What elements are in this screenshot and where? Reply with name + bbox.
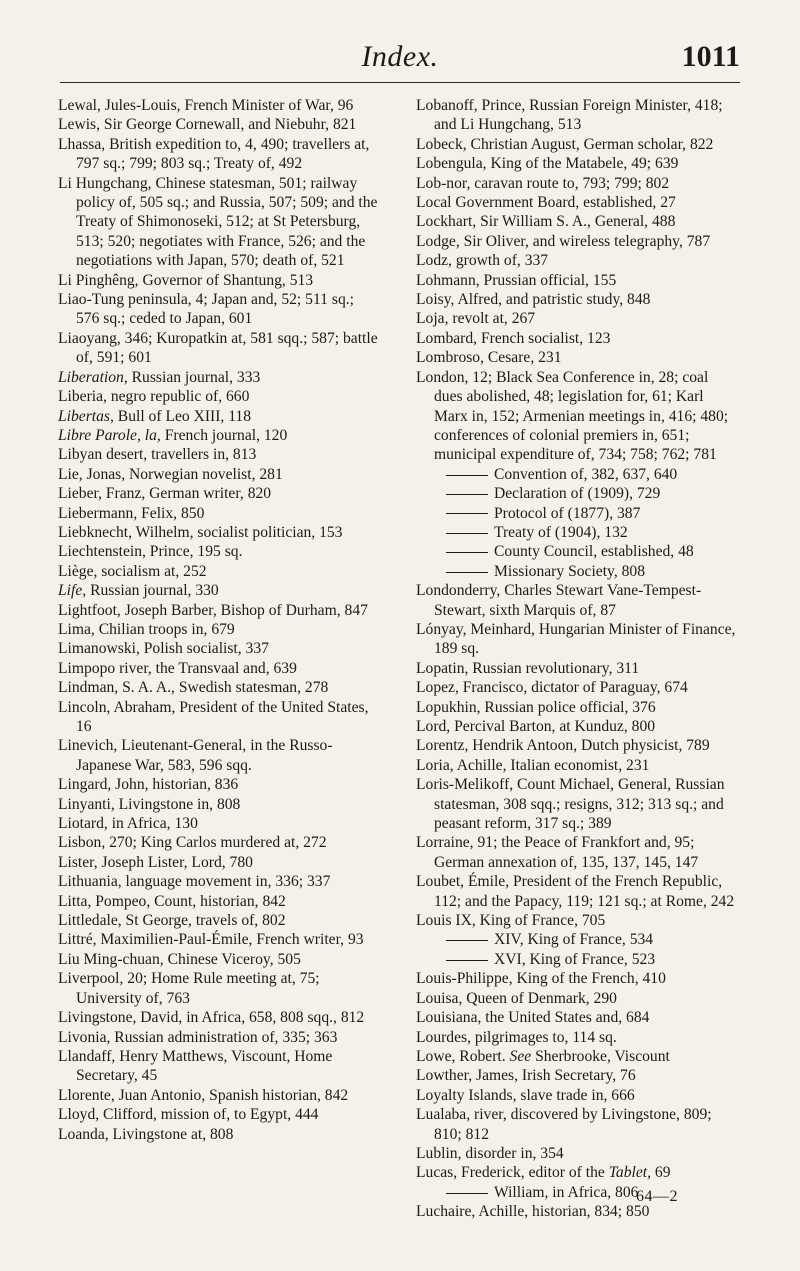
index-entry <box>58 562 380 581</box>
index-entry <box>58 135 380 174</box>
entry-text: Lucas, Frederick, editor of the <box>416 1164 609 1182</box>
index-entry <box>58 892 380 911</box>
entry-text: Lobeck, Christian August, German scholar, 822 <box>416 135 714 153</box>
index-subentry <box>416 950 738 969</box>
entry-text: Liebermann, Felix, 850 <box>58 504 205 522</box>
entry-tail: 69 <box>651 1164 671 1182</box>
entry-text: Lingard, John, historian, 836 <box>58 776 239 794</box>
entry-text: Li Hungchang, Chinese statesman, 501; railway policy of, 505 sq.; and Russia, 507; 509; and the Treaty of Shimonoseki, 512; at St Petersburg, 513; 520; negotiates with France, 526; and the negotiations with Japan, 570; death of, 521 <box>58 174 378 270</box>
entry-text: Lualaba, river, discovered by Livingstone, 809; 810; 812 <box>416 1106 712 1143</box>
entry-text: Lorentz, Hendrik Antoon, Dutch physicist, 789 <box>416 737 710 755</box>
index-entry <box>58 368 380 387</box>
entry-text: Lombard, French socialist, 123 <box>416 329 611 347</box>
entry-text: Liao-Tung peninsula, 4; Japan and, 52; 511 sq.; 576 sq.; ceded to Japan, 601 <box>58 291 354 328</box>
index-entry <box>416 348 738 367</box>
entry-text: Lohmann, Prussian official, 155 <box>416 271 617 289</box>
index-entry <box>58 290 380 329</box>
entry-text: Lowther, James, Irish Secretary, 76 <box>416 1067 636 1085</box>
entry-text: Lima, Chilian troops in, 679 <box>58 620 235 638</box>
index-entry <box>58 445 380 464</box>
index-entry <box>416 1047 738 1066</box>
entry-text: Lincoln, Abraham, President of the United States, 16 <box>58 698 369 735</box>
entry-text: Luchaire, Achille, historian, 834; 850 <box>416 1203 650 1221</box>
entry-text: Missionary Society, 808 <box>494 562 646 580</box>
index-entry <box>58 271 380 290</box>
signature-mark: 64—2 <box>636 1188 678 1205</box>
ditto-dash <box>446 940 488 941</box>
index-entry <box>58 833 380 852</box>
index-entry <box>416 698 738 717</box>
index-entry <box>58 639 380 658</box>
index-entry <box>58 523 380 542</box>
entry-text: Lightfoot, Joseph Barber, Bishop of Durham, 847 <box>58 601 368 619</box>
index-entry <box>416 911 738 930</box>
entry-text: Lob-nor, caravan route to, 793; 799; 802 <box>416 174 670 192</box>
entry-text: Louisiana, the United States and, 684 <box>416 1009 650 1027</box>
index-entry <box>416 736 738 755</box>
index-entry <box>58 1008 380 1027</box>
index-entry <box>416 872 738 911</box>
index-entry <box>416 989 738 1008</box>
entry-text: Loris-Melikoff, Count Michael, General, Russian statesman, 308 sqq.; resigns, 312; 313 sq.; and peasant reform, 317 sq.; 389 <box>416 776 725 833</box>
index-entry <box>58 911 380 930</box>
entry-text: Londonderry, Charles Stewart Vane-Tempest-Stewart, sixth Marquis of, 87 <box>416 582 702 619</box>
index-entry <box>58 795 380 814</box>
index-entry <box>416 678 738 697</box>
left-column <box>58 96 380 1144</box>
index-entry <box>58 678 380 697</box>
entry-text: Liechtenstein, Prince, 195 sq. <box>58 543 243 561</box>
entry-text: Liverpool, 20; Home Rule meeting at, 75; University of, 763 <box>58 970 320 1007</box>
entry-text: Russian journal, 333 <box>127 368 261 386</box>
entry-text: Treaty of (1904), 132 <box>494 523 628 541</box>
entry-text: Lodge, Sir Oliver, and wireless telegraphy, 787 <box>416 232 711 250</box>
entry-italic: Tablet, <box>608 1164 652 1182</box>
entry-heading: Libre Parole, la, <box>58 426 161 444</box>
index-entry <box>416 620 738 659</box>
entry-text: Lhassa, British expedition to, 4, 490; travellers at, 797 sq.; 799; 803 sq.; Treaty of, 492 <box>58 135 370 173</box>
index-entry <box>58 1047 380 1086</box>
ditto-dash <box>446 533 488 534</box>
entry-italic: See <box>509 1047 532 1065</box>
index-entry <box>416 1086 738 1105</box>
index-entry <box>416 1163 738 1182</box>
index-entry <box>416 251 738 270</box>
entry-text: Lieber, Franz, German writer, 820 <box>58 485 272 503</box>
index-entry <box>58 329 380 368</box>
entry-text: XIV, King of France, 534 <box>494 931 654 949</box>
entry-text: Li Pinghêng, Governor of Shantung, 513 <box>58 271 314 289</box>
entry-heading: Life, <box>58 582 87 600</box>
entry-text: Libyan desert, travellers in, 813 <box>58 446 257 464</box>
entry-text: Bull of Leo XIII, 118 <box>113 407 252 425</box>
index-entry <box>58 814 380 833</box>
entry-text: William, in Africa, 806 <box>494 1183 639 1201</box>
entry-text: Loria, Achille, Italian economist, 231 <box>416 756 650 774</box>
page-header <box>60 32 740 83</box>
entry-text: Littledale, St George, travels of, 802 <box>58 912 286 930</box>
index-entry <box>416 135 738 154</box>
entry-text: Loubet, Émile, President of the French Republic, 112; and the Papacy, 119; 121 sq.; at Rome, 242 <box>416 873 735 910</box>
right-column <box>416 96 738 1222</box>
index-entry <box>416 193 738 212</box>
index-entry <box>416 271 738 290</box>
entry-text: Lopukhin, Russian police official, 376 <box>416 698 656 716</box>
entry-text: Loisy, Alfred, and patristic study, 848 <box>416 291 651 309</box>
entry-text: Linevich, Lieutenant-General, in the Russo-Japanese War, 583, 596 sqq. <box>58 737 333 774</box>
index-entry <box>416 154 738 173</box>
entry-text: Protocol of (1877), 387 <box>494 504 641 522</box>
index-entry <box>58 407 380 426</box>
entry-text: French journal, 120 <box>160 426 288 444</box>
entry-text: Louisa, Queen of Denmark, 290 <box>416 989 617 1007</box>
entry-text: County Council, established, 48 <box>494 543 694 561</box>
entry-text: Lombroso, Cesare, 231 <box>416 349 562 367</box>
index-entry <box>58 698 380 737</box>
entry-text: Lónyay, Meinhard, Hungarian Minister of Finance, 189 sq. <box>416 620 736 658</box>
index-entry <box>58 930 380 949</box>
index-entry <box>58 950 380 969</box>
index-subentry <box>416 523 738 542</box>
entry-text: Lloyd, Clifford, mission of, to Egypt, 444 <box>58 1106 319 1124</box>
entry-text: Local Government Board, established, 27 <box>416 194 676 212</box>
index-entry <box>416 232 738 251</box>
entry-text: Liotard, in Africa, 130 <box>58 815 198 833</box>
index-entry <box>58 426 380 445</box>
index-entry <box>416 174 738 193</box>
entry-text: Liebknecht, Wilhelm, socialist politician, 153 <box>58 523 343 541</box>
entry-text: Lourdes, pilgrimages to, 114 sq. <box>416 1028 617 1046</box>
index-entry <box>416 329 738 348</box>
index-entry <box>416 969 738 988</box>
index-entry <box>416 833 738 872</box>
index-entry <box>416 1144 738 1163</box>
index-subentry <box>416 1183 738 1202</box>
entry-heading: Liberation, <box>58 368 128 386</box>
entry-text: Liu Ming-chuan, Chinese Viceroy, 505 <box>58 950 301 968</box>
entry-text: Lopatin, Russian revolutionary, 311 <box>416 659 640 677</box>
entry-text: Liaoyang, 346; Kuropatkin at, 581 sqq.; 587; battle of, 591; 601 <box>58 329 378 367</box>
index-entry <box>416 581 738 620</box>
entry-text: Linyanti, Livingstone in, 808 <box>58 795 241 813</box>
ditto-dash <box>446 572 488 573</box>
index-entry <box>416 309 738 328</box>
entry-text: Lorraine, 91; the Peace of Frankfort and, 95; German annexation of, 135, 137, 145, 147 <box>416 834 699 871</box>
index-entry <box>58 620 380 639</box>
index-entry <box>58 484 380 503</box>
index-entry <box>58 504 380 523</box>
entry-text: Lockhart, Sir William S. A., General, 488 <box>416 213 676 231</box>
entry-text: Limanowski, Polish socialist, 337 <box>58 640 269 658</box>
index-entry <box>58 387 380 406</box>
index-entry <box>416 1008 738 1027</box>
ditto-dash <box>446 494 488 495</box>
entry-tail: Sherbrooke, Viscount <box>531 1047 670 1065</box>
page-number: 1011 <box>681 40 740 73</box>
index-subentry <box>416 930 738 949</box>
index-entry <box>416 1202 738 1221</box>
ditto-dash <box>446 513 488 514</box>
index-entry <box>58 174 380 271</box>
index-entry <box>58 853 380 872</box>
entry-text: Limpopo river, the Transvaal and, 639 <box>58 659 297 677</box>
entry-text: Livingstone, David, in Africa, 658, 808 sqq., 812 <box>58 1009 365 1027</box>
index-entry <box>416 212 738 231</box>
entry-text: Llandaff, Henry Matthews, Viscount, Home Secretary, 45 <box>58 1047 333 1085</box>
index-entry <box>58 1105 380 1124</box>
index-subentry <box>416 504 738 523</box>
entry-text: Lisbon, 270; King Carlos murdered at, 272 <box>58 834 327 852</box>
entry-text: Russian journal, 330 <box>86 582 219 600</box>
index-entry <box>58 659 380 678</box>
entry-text: Loyalty Islands, slave trade in, 666 <box>416 1086 635 1104</box>
entry-text: Lithuania, language movement in, 336; 337 <box>58 873 331 891</box>
ditto-dash <box>446 1193 488 1194</box>
entry-text: Lublin, disorder in, 354 <box>416 1144 564 1162</box>
index-entry <box>58 601 380 620</box>
entry-text: Lie, Jonas, Norwegian novelist, 281 <box>58 465 283 483</box>
ditto-dash <box>446 552 488 553</box>
index-entry <box>416 1028 738 1047</box>
entry-text: Lowe, Robert. <box>416 1047 510 1065</box>
index-entry <box>58 775 380 794</box>
index-subentry <box>416 465 738 484</box>
entry-text: Lopez, Francisco, dictator of Paraguay, 674 <box>416 679 688 697</box>
entry-text: Lister, Joseph Lister, Lord, 780 <box>58 853 253 871</box>
entry-text: London, 12; Black Sea Conference in, 28; coal dues abolished, 48; legislation for, 61; Karl Marx in, 152; Armenian meetings in, 416; 480; conferences of colonial premiers in, 651; municipal expenditure of, 734; 758; 762; 781 <box>416 368 729 464</box>
index-entry <box>416 368 738 465</box>
page-title: Index. <box>361 40 439 73</box>
entry-text: Lobengula, King of the Matabele, 49; 639 <box>416 155 679 173</box>
entry-text: Lord, Percival Barton, at Kunduz, 800 <box>416 718 656 735</box>
index-entry <box>58 581 380 600</box>
ditto-dash <box>446 960 488 961</box>
entry-text: Loja, revolt at, 267 <box>416 310 536 328</box>
index-entry <box>416 717 738 736</box>
entry-text: Lewis, Sir George Cornewall, and Niebuhr, 821 <box>58 116 357 134</box>
index-entry <box>58 96 380 115</box>
index-entry <box>416 756 738 775</box>
entry-text: Lindman, S. A. A., Swedish statesman, 278 <box>58 679 329 697</box>
index-entry <box>416 96 738 135</box>
index-entry <box>58 969 380 1008</box>
index-entry <box>416 775 738 833</box>
entry-text: Louis-Philippe, King of the French, 410 <box>416 970 666 988</box>
index-entry <box>416 1066 738 1085</box>
entry-text: Loanda, Livingstone at, 808 <box>58 1125 234 1143</box>
ditto-dash <box>446 475 488 476</box>
index-entry <box>416 1105 738 1144</box>
index-entry <box>58 1086 380 1105</box>
entry-text: Littré, Maximilien-Paul-Émile, French writer, 93 <box>58 931 364 949</box>
entry-text: Lodz, growth of, 337 <box>416 252 549 270</box>
index-subentry <box>416 484 738 503</box>
entry-text: Lobanoff, Prince, Russian Foreign Minister, 418; and Li Hungchang, 513 <box>416 97 723 134</box>
entry-text: Llorente, Juan Antonio, Spanish historian, 842 <box>58 1086 349 1104</box>
entry-text: Livonia, Russian administration of, 335; 363 <box>58 1028 338 1046</box>
index-entry <box>416 290 738 309</box>
index-subentry <box>416 562 738 581</box>
index-entry <box>58 1125 380 1144</box>
index-entry <box>58 872 380 891</box>
index-entry <box>416 659 738 678</box>
index-entry <box>58 115 380 134</box>
index-subentry <box>416 542 738 561</box>
index-entry <box>58 1028 380 1047</box>
index-entry <box>58 542 380 561</box>
entry-text: Louis IX, King of France, 705 <box>416 912 606 930</box>
entry-text: Lewal, Jules-Louis, French Minister of War, 96 <box>58 97 354 114</box>
entry-heading: Libertas, <box>58 407 114 425</box>
index-entry <box>58 465 380 484</box>
entry-text: Declaration of (1909), 729 <box>494 485 661 503</box>
entry-text: XVI, King of France, 523 <box>494 950 656 968</box>
entry-text: Convention of, 382, 637, 640 <box>494 465 678 483</box>
entry-text: Litta, Pompeo, Count, historian, 842 <box>58 892 286 910</box>
index-entry <box>58 736 380 775</box>
entry-text: Liège, socialism at, 252 <box>58 562 207 580</box>
entry-text: Liberia, negro republic of, 660 <box>58 388 250 406</box>
